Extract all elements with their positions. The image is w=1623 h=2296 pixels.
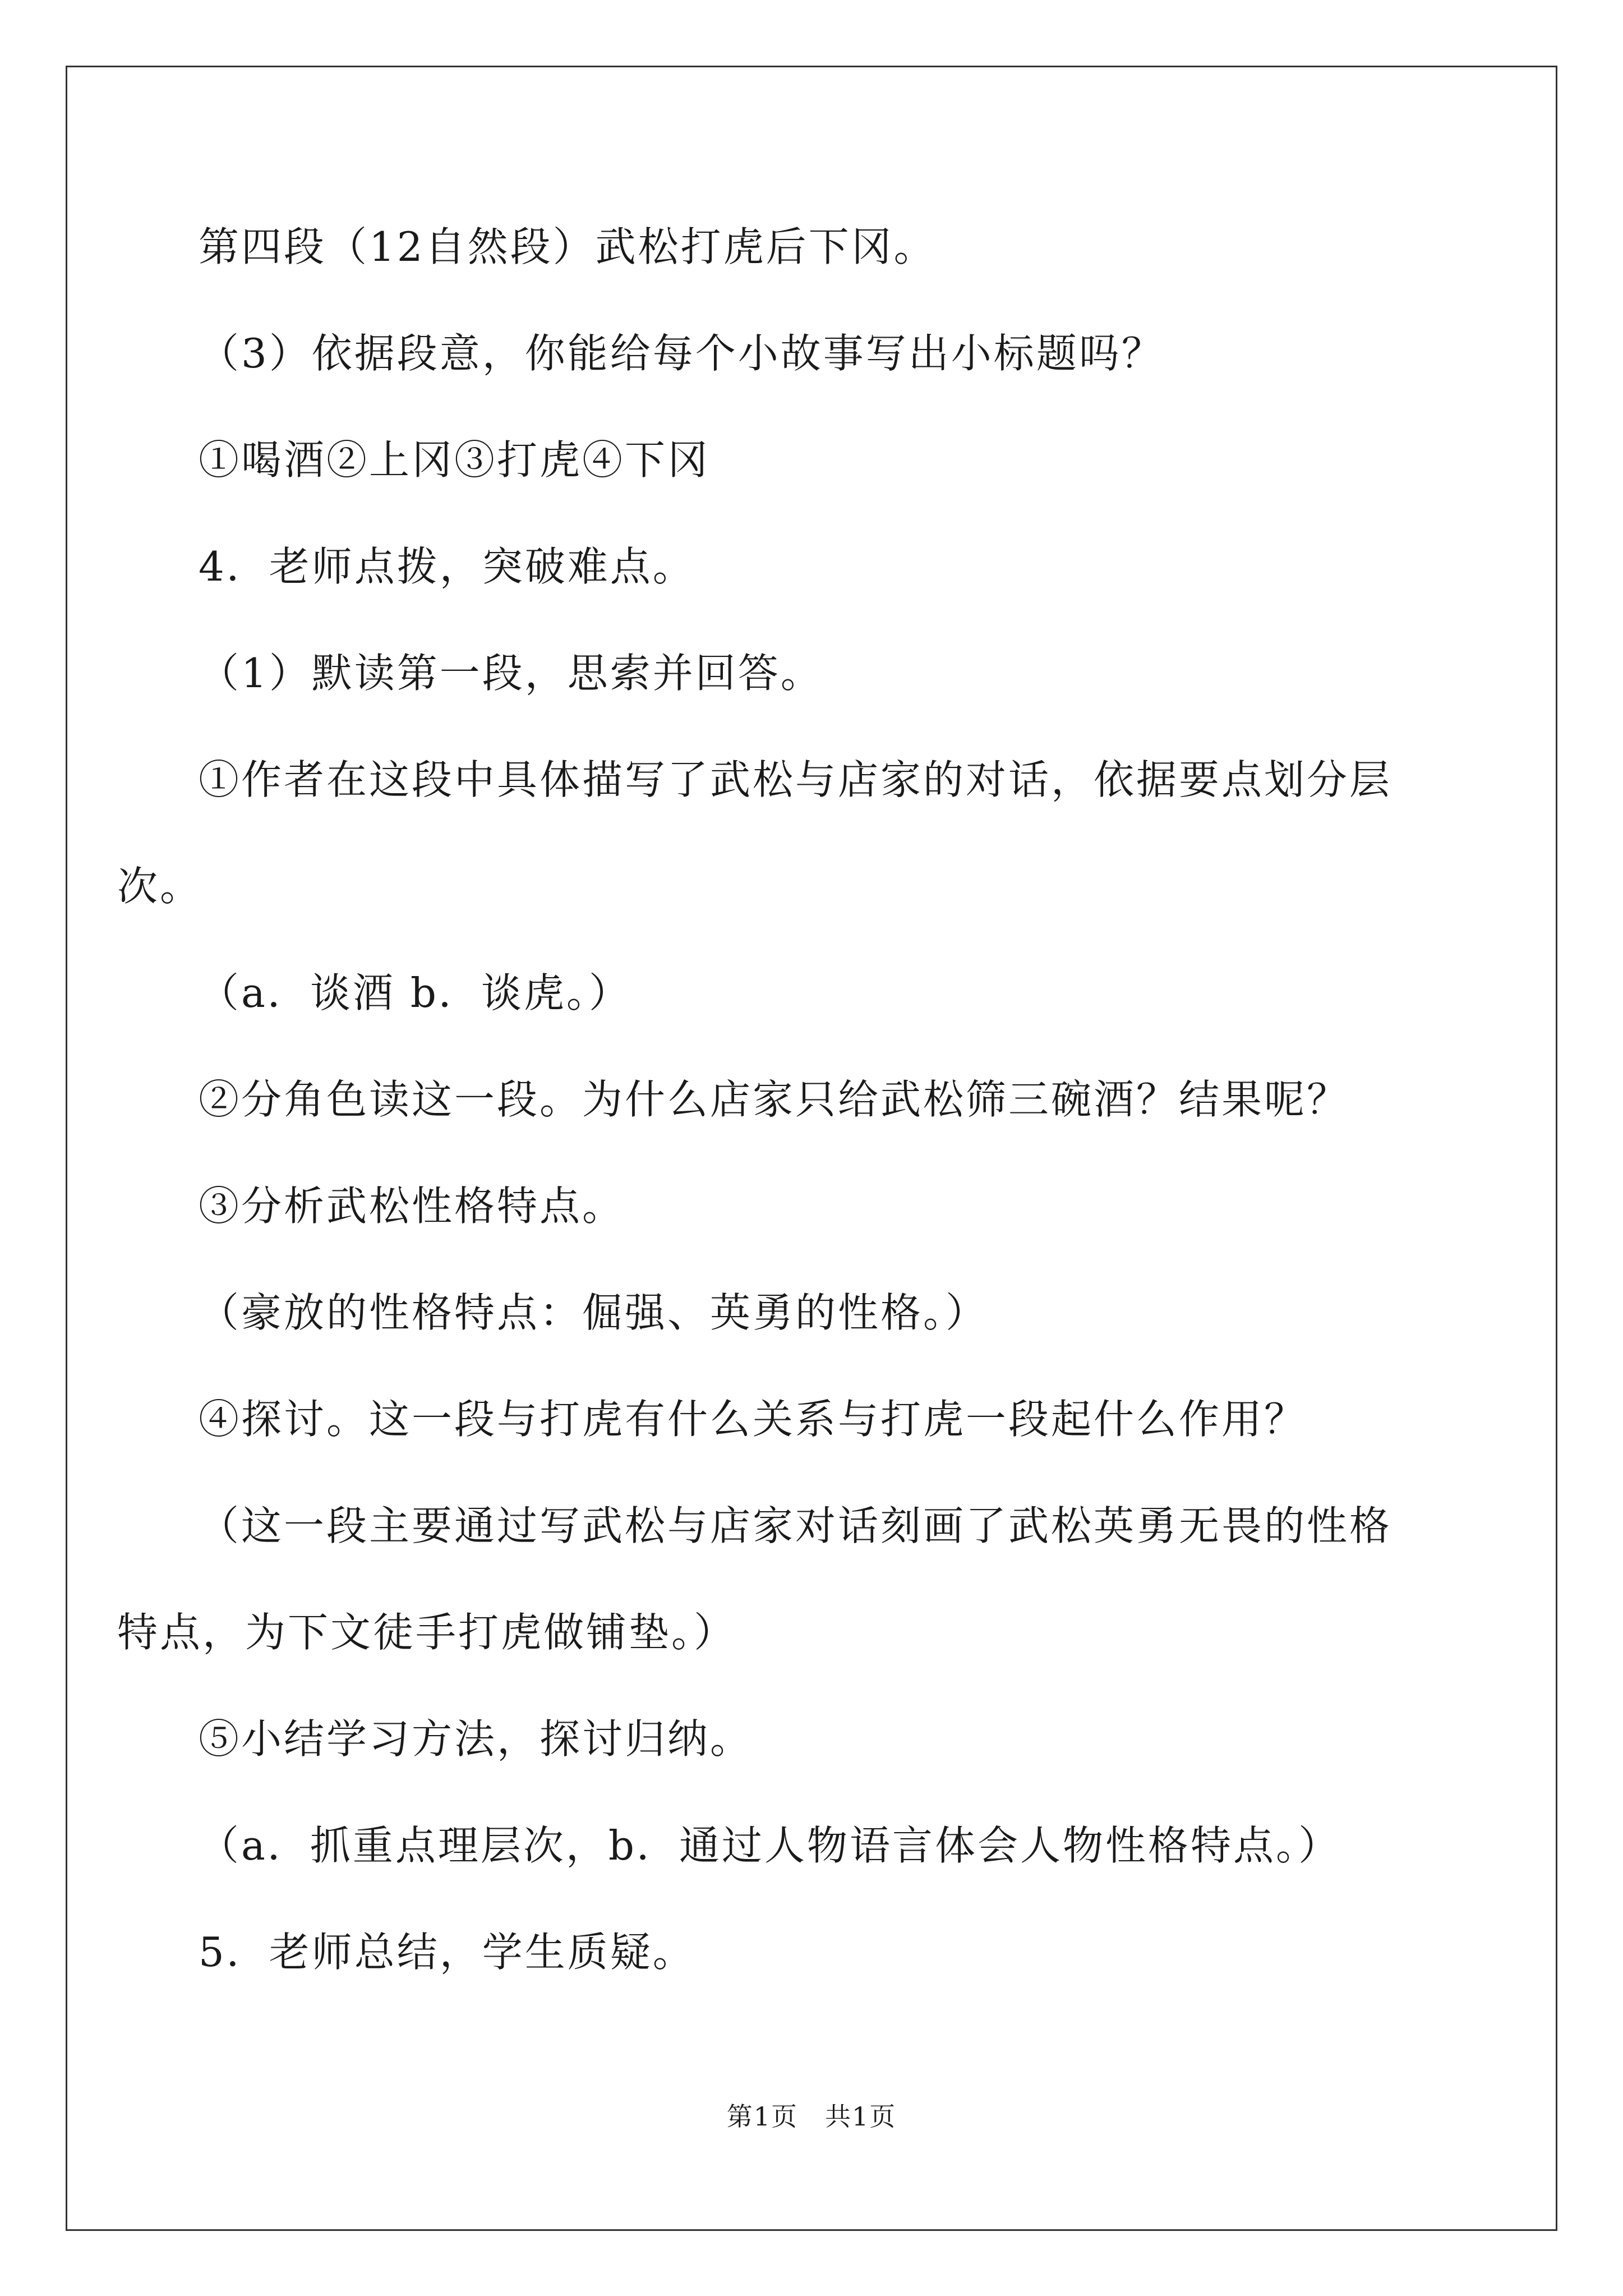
paragraph-3: ①喝酒②上冈③打虎④下冈 [199, 436, 711, 484]
paragraph-7: （a．谈酒 b．谈虎。） [199, 969, 631, 1016]
paragraph-12: （这一段主要通过写武松与店家对话刻画了武松英勇无畏的性格 [199, 1502, 1393, 1549]
paragraph-5: （1）默读第一段，思索并回答。 [199, 650, 823, 697]
paragraph-4: 4．老师点拨，突破难点。 [199, 543, 695, 590]
paragraph-10: （豪放的性格特点：倔强、英勇的性格。） [199, 1289, 989, 1336]
paragraph-15: 5．老师总结，学生质疑。 [199, 1929, 695, 1976]
paragraph-14: （a．抓重点理层次，b．通过人物语言体会人物性格特点。） [199, 1822, 1341, 1869]
paragraph-6-cont: 次。 [117, 863, 203, 910]
paragraph-13: ⑤小结学习方法，探讨归纳。 [199, 1715, 753, 1763]
paragraph-6: ①作者在这段中具体描写了武松与店家的对话，依据要点划分层 [199, 756, 1393, 803]
page-border [66, 66, 1557, 2231]
paragraph-11: ④探讨。这一段与打虎有什么关系与打虎一段起什么作用？ [199, 1396, 1307, 1443]
paragraph-12-cont: 特点，为下文徒手打虎做铺垫。） [117, 1609, 737, 1656]
paragraph-2: （3）依据段意，你能给每个小故事写出小标题吗？ [199, 330, 1164, 377]
paragraph-1: 第四段（12自然段）武松打虎后下冈。 [199, 223, 937, 270]
paragraph-9: ③分析武松性格特点。 [199, 1182, 625, 1230]
page-footer: 第1页 共1页 [726, 2101, 897, 2132]
paragraph-8: ②分角色读这一段。为什么店家只给武松筛三碗酒？结果呢？ [199, 1076, 1350, 1123]
